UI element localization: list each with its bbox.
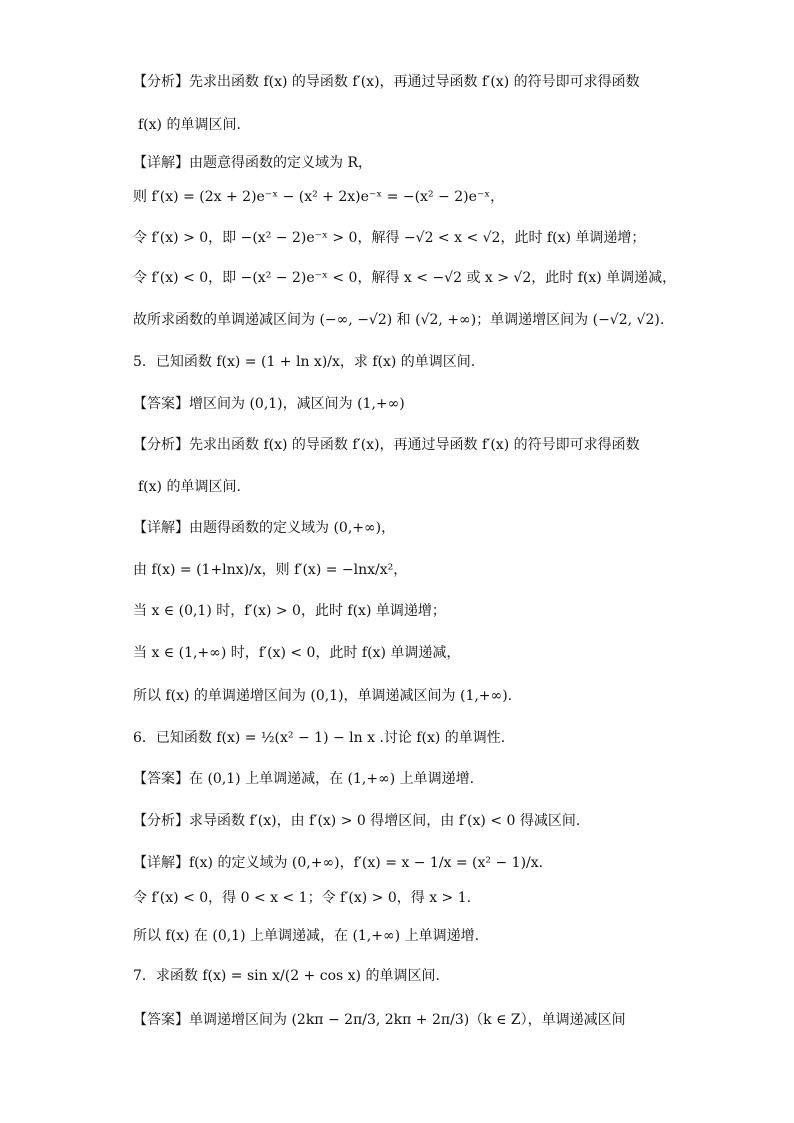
detail-5-decrease: 当 x ∈ (1,+∞) 时，f′(x) < 0，此时 f(x) 单调递减， [133, 645, 461, 661]
detail-heading: 【详解】由题意得函数的定义域为 R， [133, 155, 372, 171]
answer-5: 【答案】增区间为 (0,1)，减区间为 (1,+∞) [133, 396, 405, 412]
increase-condition: 令 f′(x) > 0，即 −(x² − 2)e⁻ˣ > 0，解得 −√2 < x < √2，此时 f(x) 单调递增； [133, 230, 646, 246]
analysis-line-2: f(x) 的单调区间. [138, 117, 241, 133]
detail-5-conclusion: 所以 f(x) 的单调递增区间为 (0,1)，单调递减区间为 (1,+∞). [133, 688, 513, 704]
detail-6-conclusion: 所以 f(x) 在 (0,1) 上单调递减，在 (1,+∞) 上单调递增. [133, 928, 480, 944]
analysis-5-line-1: 【分析】先求出函数 f(x) 的导函数 f′(x)，再通过导函数 f′(x) 的符号即可求得函数 [133, 437, 640, 453]
answer-6: 【答案】在 (0,1) 上单调递减，在 (1,+∞) 上单调递增. [133, 771, 475, 787]
question-6: 6．已知函数 f(x) = ½(x² − 1) − ln x .讨论 f(x) 的单调性. [133, 730, 506, 746]
detail-5-derivative: 由 f(x) = (1+lnx)/x，则 f′(x) = −lnx/x²， [133, 562, 408, 578]
detail-5-increase: 当 x ∈ (0,1) 时，f′(x) > 0，此时 f(x) 单调递增； [133, 603, 446, 619]
analysis-line-1: 【分析】先求出函数 f(x) 的导函数 f′(x)，再通过导函数 f′(x) 的符号即可求得函数 [133, 74, 640, 90]
analysis-6: 【分析】求导函数 f′(x)，由 f′(x) > 0 得增区间，由 f′(x) < 0 得减区间. [133, 813, 581, 829]
answer-7: 【答案】单调递增区间为 (2kπ − 2π/3, 2kπ + 2π/3)（k ∈ Z），单调递减区间 [133, 1012, 626, 1028]
detail-5-domain: 【详解】由题得函数的定义域为 (0,+∞)， [133, 520, 396, 536]
analysis-5-line-2: f(x) 的单调区间. [138, 479, 241, 495]
decrease-condition: 令 f′(x) < 0，即 −(x² − 2)e⁻ˣ < 0，解得 x < −√2 或 x > √2，此时 f(x) 单调递减， [133, 270, 677, 286]
detail-6-derivative: 【详解】f(x) 的定义域为 (0,+∞)，f′(x) = x − 1/x = (x² − 1)/x. [133, 855, 544, 871]
detail-6-solve: 令 f′(x) < 0，得 0 < x < 1；令 f′(x) > 0，得 x > 1. [133, 890, 472, 906]
question-7: 7．求函数 f(x) = sin x/(2 + cos x) 的单调区间. [133, 968, 440, 984]
question-5: 5．已知函数 f(x) = (1 + ln x)/x，求 f(x) 的单调区间. [133, 354, 476, 370]
interval-summary: 故所求函数的单调递减区间为 (−∞, −√2) 和 (√2, +∞)；单调递增区间为 (−√2, √2). [133, 312, 665, 328]
derivative-line: 则 f′(x) = (2x + 2)e⁻ˣ − (x² + 2x)e⁻ˣ = −(x² − 2)e⁻ˣ， [133, 189, 505, 205]
